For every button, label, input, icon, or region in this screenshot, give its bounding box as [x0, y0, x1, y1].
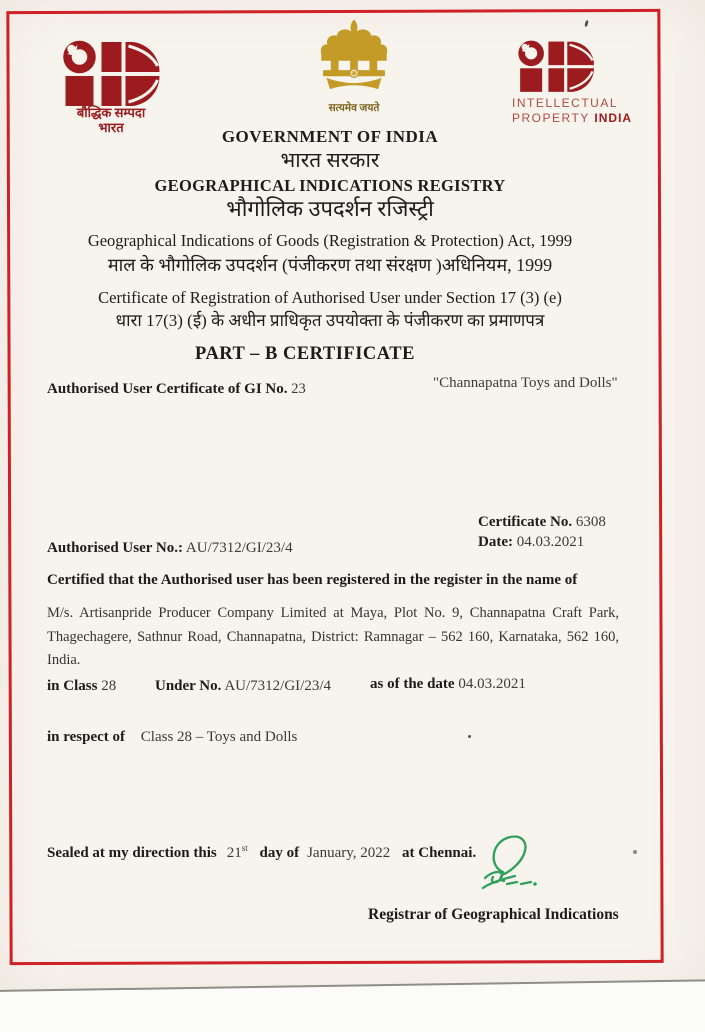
section-title-hindi: धारा 17(3) (ई) के अधीन प्राधिकृत उपयोक्ता के पंजीकरण का प्रमाणपत्र: [115, 311, 545, 330]
sealed-statement-row: [47, 845, 476, 862]
gi-number-row: [47, 381, 306, 398]
right-logo-text-line2: [512, 111, 632, 125]
right-logo-property: PROPERTY: [512, 111, 590, 125]
sealed-date: January, 2022: [307, 845, 391, 861]
part-b-certificate-title: PART – B CERTIFICATE: [195, 344, 415, 364]
sealed-day-suffix: st: [241, 843, 248, 853]
in-respect-of-label: in respect of: [47, 729, 126, 745]
as-of-date-group: [370, 676, 526, 693]
certificate-number-value: 6308: [575, 514, 606, 530]
act-title-english: Geographical Indications of Goods (Registration & Protection) Act, 1999: [87, 231, 573, 250]
under-no-group: [155, 678, 331, 695]
in-respect-of-value: Class 28 – Toys and Dolls: [140, 729, 298, 745]
authorised-user-number-label: Authorised User No.:: [47, 540, 183, 556]
certificate-number-row: [478, 512, 606, 532]
registrar-signature: [477, 832, 539, 900]
registrant-address: [47, 602, 619, 673]
as-of-date-label: as of the date: [370, 676, 455, 692]
certificate-date-value: 04.03.2021: [516, 534, 585, 550]
certificate-number-label: Certificate No.: [478, 514, 573, 530]
sealed-day-of: day of: [259, 845, 300, 861]
certificate-date-label: Date:: [478, 534, 513, 550]
gi-name: "Channapatna Toys and Dolls": [433, 375, 618, 391]
sealed-prefix: Sealed at my direction this: [47, 845, 217, 861]
in-class-group: [47, 678, 116, 695]
act-title-hindi: माल के भौगोलिक उपदर्शन (पंजीकरण तथा संरक्षण )अधिनियम, 1999: [107, 255, 553, 275]
as-of-date-value: 04.03.2021: [458, 676, 526, 692]
title-government-of-india: GOVERNMENT OF INDIA: [221, 127, 439, 146]
registrant-address-line3: India.: [47, 652, 81, 668]
certificate-date-row: [478, 532, 606, 552]
scan-speck: [468, 735, 471, 738]
title-gi-registry-hindi: भौगोलिक उपदर्शन रजिस्ट्री: [226, 196, 434, 221]
national-emblem-icon: [309, 16, 399, 102]
left-logo-caption-line1: बौद्धिक सम्पदा: [76, 105, 146, 120]
left-logo-caption-line2: भारत: [98, 120, 124, 135]
section-title-english: Certificate of Registration of Authorised User under Section 17 (3) (e): [98, 288, 562, 307]
right-logo-india: INDIA: [594, 111, 633, 125]
right-logo-text-line1: INTELLECTUAL: [512, 96, 619, 110]
ip-india-logo-left-icon: [58, 40, 163, 110]
title-bharat-sarkar: भारत सरकार: [280, 148, 380, 172]
emblem-motto: सत्यमेव जयते: [328, 103, 380, 114]
sealed-place: at Chennai.: [402, 845, 477, 861]
registrant-address-line2: Thagechagere, Sathnur Road, Channapatna, District: Ramnagar – 562 160, Karnataka, 562 160,: [47, 628, 619, 645]
in-class-value: 28: [101, 678, 117, 694]
registrar-title: Registrar of Geographical Indications: [368, 906, 619, 923]
gi-label: Authorised User Certificate of GI No.: [47, 381, 288, 397]
scan-speck: [633, 850, 637, 854]
gi-number: 23: [291, 381, 306, 397]
authorised-user-number-row: [47, 540, 293, 557]
in-respect-of-row: [47, 729, 297, 746]
in-class-label: in Class: [47, 678, 98, 694]
registrant-address-line1: M/s. Artisanpride Producer Company Limited at Maya, Plot No. 9, Channapatna Craft Park,: [47, 605, 619, 621]
under-no-label: Under No.: [155, 678, 222, 694]
ip-india-logo-right-icon: [514, 40, 597, 95]
under-no-value: AU/7312/GI/23/4: [224, 678, 332, 694]
authorised-user-number-value: AU/7312/GI/23/4: [185, 540, 293, 556]
certified-statement: Certified that the Authorised user has been registered in the register in the name of: [47, 572, 578, 588]
certificate-number-block: [478, 512, 606, 552]
title-gi-registry: GEOGRAPHICAL INDICATIONS REGISTRY: [154, 176, 506, 195]
sealed-day: 21: [226, 845, 242, 861]
